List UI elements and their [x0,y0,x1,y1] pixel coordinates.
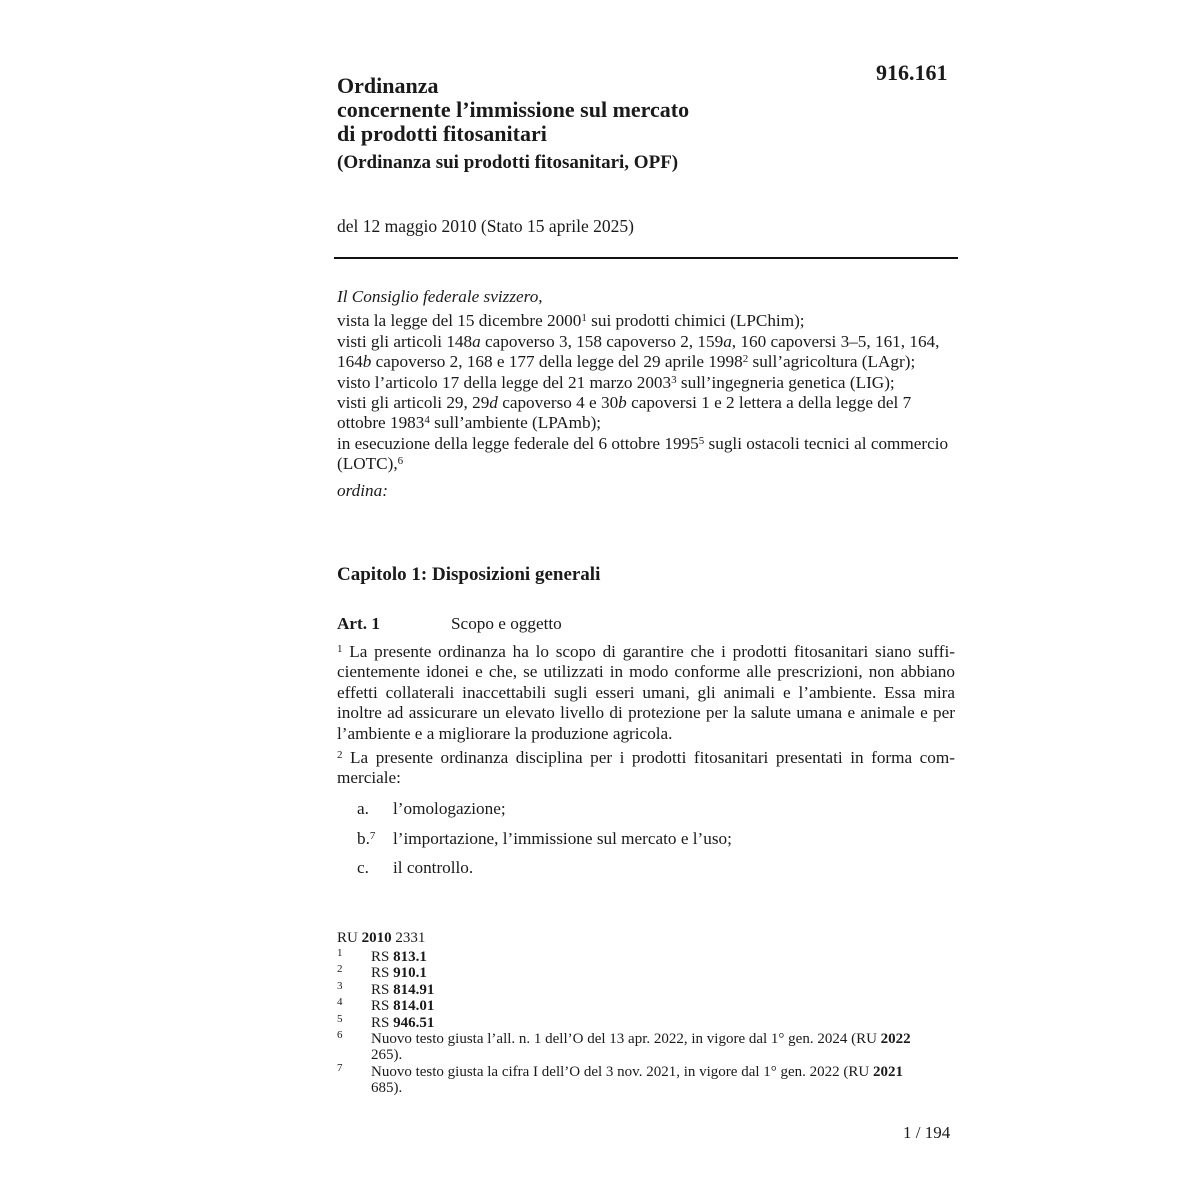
document-title [337,74,897,146]
clause-text: sull’ingegneria genetica (LIG); [676,372,895,392]
clause-text: vista la legge del 15 dicembre 2000 [337,311,582,331]
paragraph [337,642,955,744]
list-text: l’omologazione; [393,799,506,818]
footnote [337,1031,931,1064]
clause-text: b [618,393,627,413]
footnote-ref[interactable]: 7 [369,829,376,842]
footnote-text: RS 814.01 [371,998,435,1015]
chapter-heading: Capitolo 1: Disposizioni generali [337,564,601,585]
footnote [337,949,931,965]
footnote [337,965,931,981]
clause-text: capoverso 2, 168 e 177 della legge del 29 aprile 1998 [371,352,743,372]
list-item [357,858,732,888]
footnote-ref[interactable]: 4 [424,414,430,427]
article-title: Scopo e oggetto [451,614,562,633]
paragraph-text: La presente ordinanza disciplina per i prodotti fitosanitari presentati in forma commerciale: [337,748,955,788]
enumeration-list [357,799,732,888]
clause-text: in esecuzione della legge federale del 6 ottobre 1995 [337,433,699,453]
clause-text: a [723,331,732,351]
ru-reference: RU 2010 2331 [337,930,426,946]
preamble-clause [337,393,957,434]
article-heading [337,614,562,634]
footnote-ref[interactable]: 1 [581,312,587,325]
footnote-number: 2 [337,963,343,976]
paragraph-number: 2 [337,749,343,762]
ordina-line: ordina: [337,480,388,500]
clause-text: a [472,331,481,351]
horizontal-divider [334,257,958,259]
footnote-number: 1 [337,947,343,959]
clause-text: sui prodotti chimici (LPChim); [586,311,805,331]
footnote-ref[interactable]: 5 [698,434,705,447]
footnote-number: 6 [337,1029,343,1042]
footnote-ref[interactable]: 6 [397,455,404,468]
footnote-number: 3 [337,979,343,992]
footnote [337,998,931,1014]
clause-text: visto l’articolo 17 della legge del 21 marzo 2003 [337,372,672,392]
paragraph-text: La presente ordinanza ha lo scopo di garantire che i prodotti fitosanitari siano sufficientemente idonei e che, se utilizzati in modo conforme alle prescrizioni, non abbiano effetti collaterali inaccettabili sugli esseri umani, gli animali e l’ambiente. Essa mira inoltre ad assicurare un elevato livello di protezione per la salute umana e animale e per l’ambiente e a migliorare la produzione agricola. [337,642,955,743]
footnotes [337,930,931,1097]
document-subtitle: (Ordinanza sui prodotti fitosanitari, OPF) [337,152,679,173]
clause-text: visti gli articoli 148 [337,331,473,351]
paragraph-number: 1 [337,643,343,655]
clause-text: capoverso 4 e 30 [497,393,619,413]
title-line: di prodotti fitosanitari [337,121,547,146]
clause-text: visti gli articoli 29, 29 [337,393,490,413]
title-line: Ordinanza [337,73,439,98]
date-line: del 12 maggio 2010 (Stato 15 aprile 2025) [337,216,634,236]
footnote-ref[interactable]: 2 [742,353,749,366]
preamble [337,287,957,501]
council-line: Il Consiglio federale svizzero, [337,287,543,306]
footnote-number: 4 [337,996,343,1009]
footnote-text: RS 814.91 [371,981,435,998]
footnote-text: RS 813.1 [371,949,427,965]
page-number: 1 / 194 [903,1123,951,1142]
rs-number: 916.161 [876,60,948,85]
clause-text: sull’ambiente (LPAmb); [429,413,602,433]
clause-text: , 160 capoversi 3–5, 161, 164, 164 [337,331,940,372]
footnote [337,1061,931,1097]
clause-text: sugli ostacoli tecnici al commercio (LOTC), [337,433,949,474]
paragraph [337,748,955,789]
footnote-number: 5 [337,1012,343,1025]
clause-text: capoverso 3, 158 capoverso 2, 159 [480,331,724,351]
footnote [337,979,931,998]
list-text: il controllo. [393,858,474,877]
clause-text: sull’agricoltura (LAgr); [748,352,916,372]
footnote-text: Nuovo testo giusta l’all. n. 1 dell’O del 13 apr. 2022, in vigore dal 1° gen. 2024 (RU 2022 265). [371,1031,911,1064]
footnote-text: RS 946.51 [371,1014,435,1031]
article-number: Art. 1 [337,614,380,633]
preamble-clause [337,311,957,331]
preamble-clause [337,434,957,475]
footnote-ref[interactable]: 3 [671,373,677,386]
footnote-text: Nuovo testo giusta la cifra I dell’O del 3 nov. 2021, in vigore dal 1° gen. 2022 (RU 2021 685). [371,1063,904,1097]
title-line: concernente l’immissione sul mercato [337,97,690,122]
list-letter: b.$^7$ [357,828,376,848]
article-body [337,642,955,793]
footnote-text: RS 910.1 [371,965,427,982]
clause-text: d [489,393,498,413]
preamble-clause [337,332,957,373]
list-letter: a. [357,799,369,818]
footnote-number: 7 [337,1061,343,1074]
list-letter: c. [357,858,369,877]
clause-text: b [362,352,372,372]
clause-text: capoversi 1 e 2 lettera a della legge del 7 ottobre 1983 [337,393,912,433]
list-text: l’importazione, l’immissione sul mercato e l’uso; [393,828,732,848]
list-item [357,799,732,829]
preamble-clause [337,373,957,393]
list-item [357,829,732,859]
footnote [337,1012,931,1031]
